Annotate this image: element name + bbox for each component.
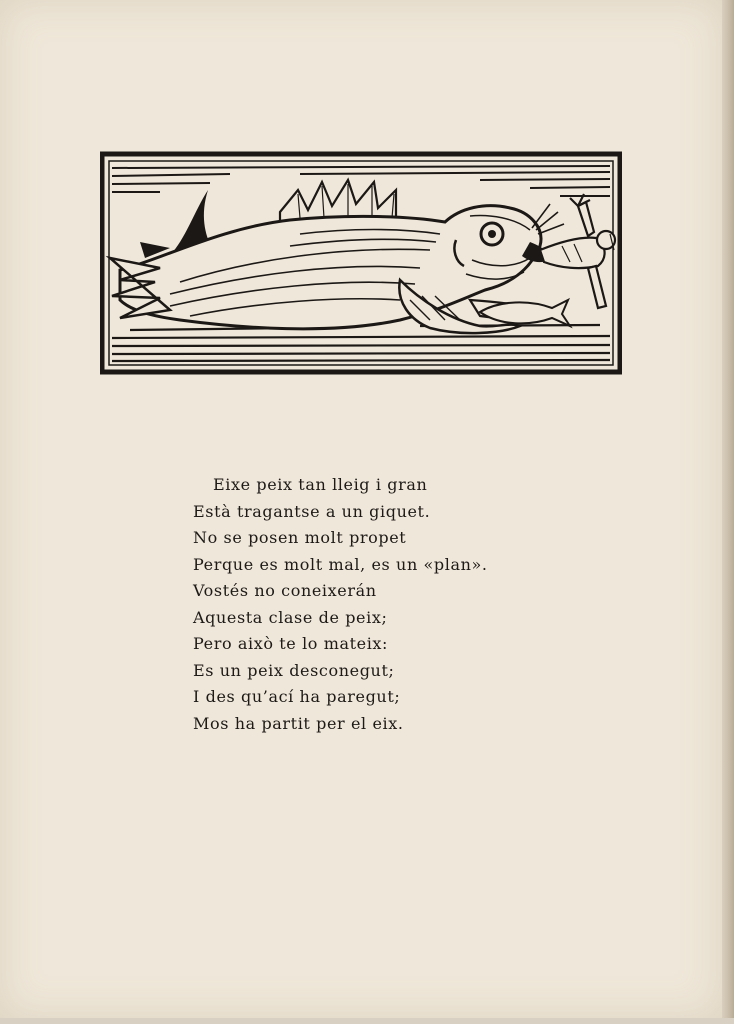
poem [193, 472, 553, 737]
poem-line: Pero això te lo mateix: [193, 634, 389, 653]
page-bottom-edge [0, 1018, 734, 1024]
poem-line: Eixe peix tan lleig i gran [213, 475, 428, 494]
sea-monster-woodcut [100, 150, 622, 376]
poem-line: Mos ha partit per el eix. [193, 713, 404, 733]
poem-line: I des qu’ací ha paregut; [193, 687, 401, 706]
woodcut-illustration [100, 150, 622, 376]
poem-line: Es un peix desconegut; [193, 660, 395, 680]
poem-line: Perque es molt mal, es un «plan». [193, 554, 488, 574]
poem-line: Aquesta clase de peix; [193, 607, 388, 627]
poem-line: Està tragantse a un giquet. [193, 501, 431, 521]
book-gutter-edge [722, 0, 734, 1024]
poem-line: No se posen molt propet [193, 528, 407, 547]
poem-line: Vostés no coneixerán [193, 581, 377, 600]
